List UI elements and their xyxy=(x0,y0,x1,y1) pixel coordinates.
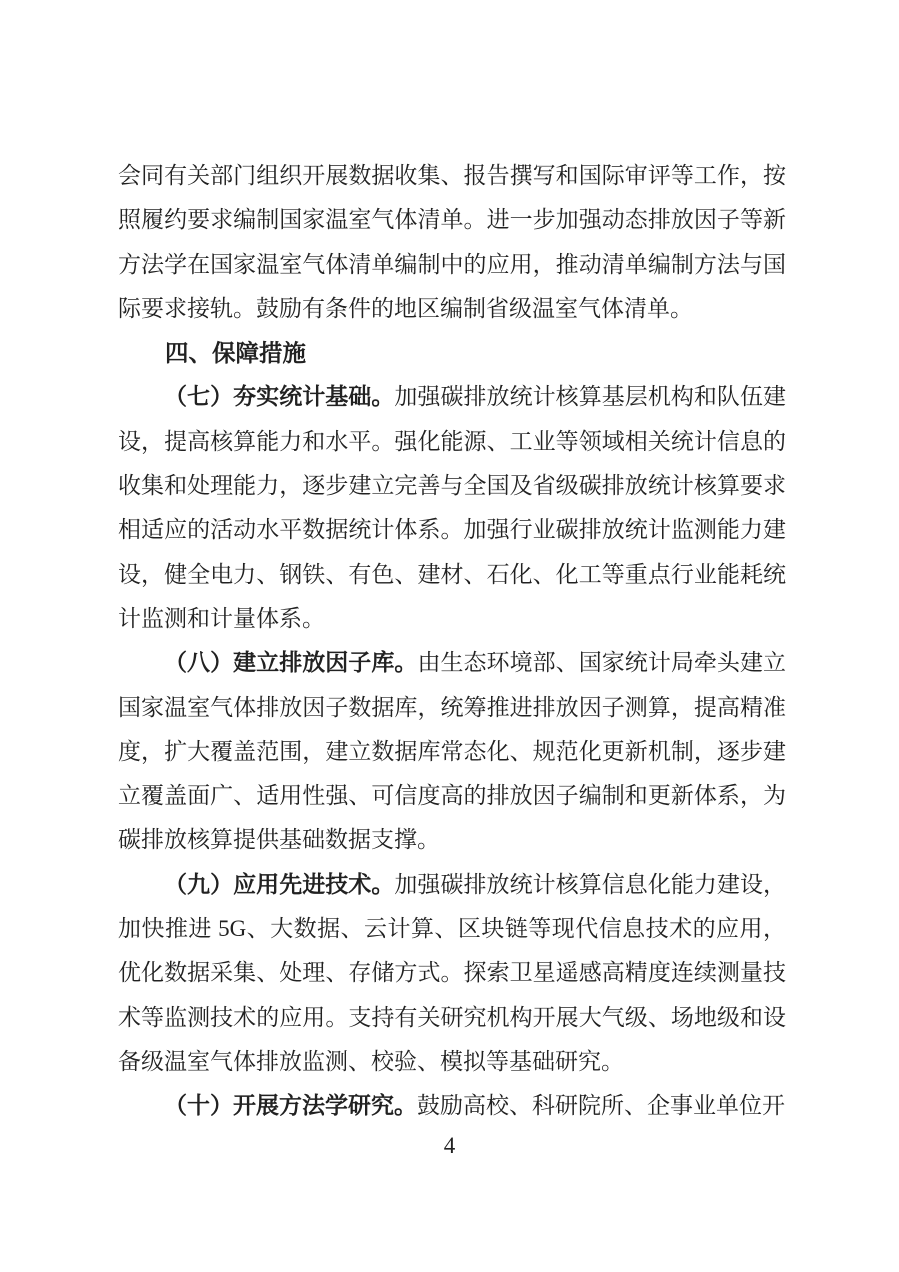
heading-text: 四、保障措施 xyxy=(165,340,306,367)
paragraph xyxy=(118,863,786,1084)
paragraph-lead: （十）开展方法学研究。 xyxy=(164,1093,417,1119)
paragraph xyxy=(118,1084,786,1128)
paragraph-text: 加强碳排放统计核算基层机构和队伍建设，提高核算能力和水平。强化能源、工业等领域相关统计信息的收集和处理能力，逐步建立完善与全国及省级碳排放统计核算要求相适应的活动水平数据统计体系。加强行业碳排放统计监测能力建设，健全电力、钢铁、有色、建材、石化、化工等重点行业能耗统计监测和计量体系。 xyxy=(118,384,787,631)
paragraph-text: 加强碳排放统计核算信息化能力建设，加快推进 5G、大数据、云计算、区块链等现代信息技术的应用，优化数据采集、处理、存储方式。探索卫星遥感高精度连续测量技术等监测技术的应用。支持有关研究机构开展大气级、场地级和设备级温室气体排放监测、校验、模拟等基础研究。 xyxy=(118,871,787,1074)
paragraph-text: 会同有关部门组织开展数据收集、报告撰写和国际审评等工作，按照履约要求编制国家温室气体清单。进一步加强动态排放因子等新方法学在国家温室气体清单编制中的应用，推动清单编制方法与国际要求接轨。鼓励有条件的地区编制省级温室气体清单。 xyxy=(118,163,786,321)
paragraph-lead: （九）应用先进技术。 xyxy=(164,871,395,897)
paragraph-text: 由生态环境部、国家统计局牵头建立国家温室气体排放因子数据库，统筹推进排放因子测算，提高精准度，扩大覆盖范围，建立数据库常态化、规范化更新机制，逐步建立覆盖面广、适用性强、可信度高的排放因子编制和更新体系，为碳排放核算提供基础数据支撑。 xyxy=(118,650,787,853)
paragraph-text: 鼓励高校、科研院所、企事业单位开 xyxy=(417,1093,785,1119)
page-number: 4 xyxy=(443,1133,456,1158)
paragraph xyxy=(118,154,786,331)
section-heading xyxy=(118,331,786,375)
paragraph-lead: （七）夯实统计基础。 xyxy=(164,384,395,410)
paragraph xyxy=(118,641,786,862)
document-body xyxy=(118,154,786,1129)
paragraph xyxy=(118,375,786,641)
paragraph-lead: （八）建立排放因子库。 xyxy=(164,650,418,676)
